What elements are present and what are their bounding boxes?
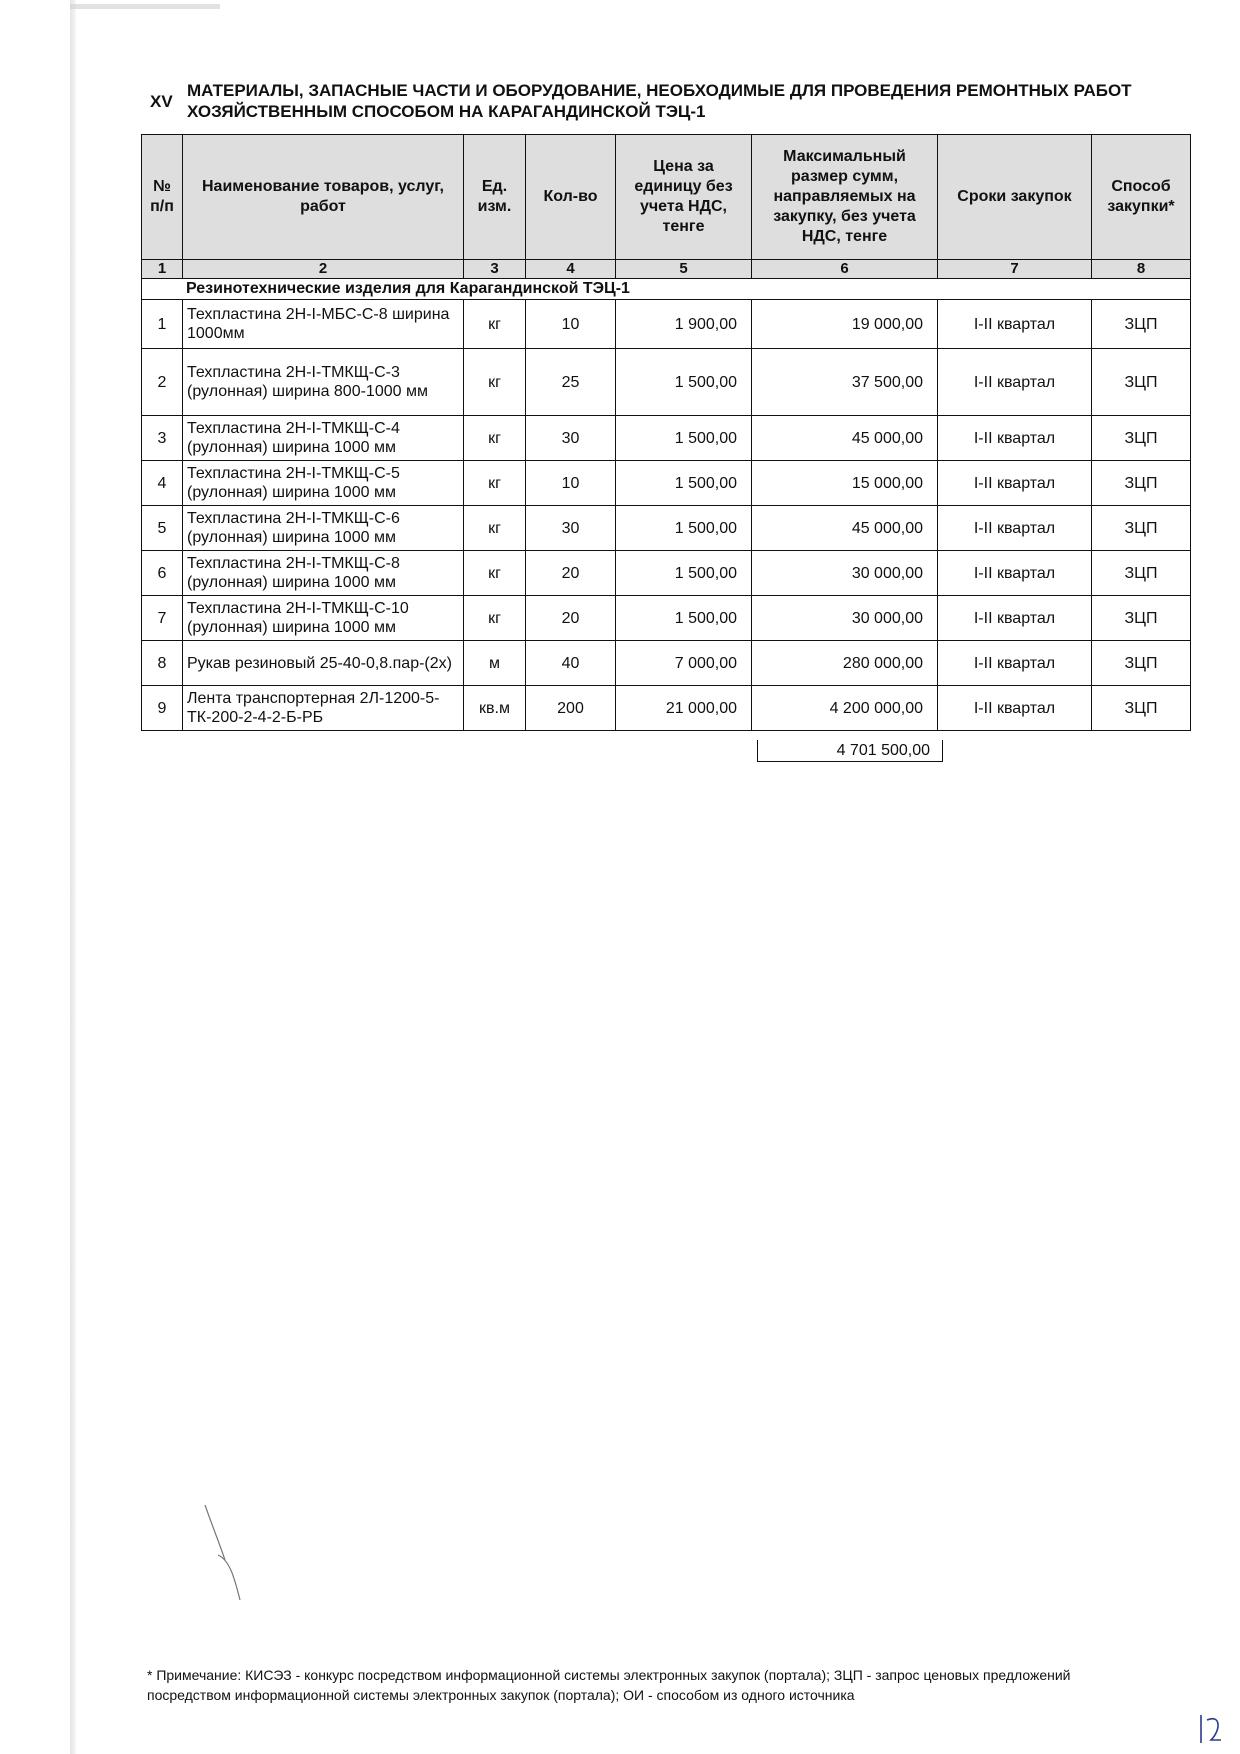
row-num: 8: [142, 641, 183, 686]
scan-edge-shadow: [70, 0, 76, 1754]
section-title: Резинотехнические изделия для Карагандинской ТЭЦ-1: [142, 279, 1191, 300]
row-num: 9: [142, 686, 183, 731]
column-number: 3: [464, 260, 526, 279]
row-unit: м: [464, 641, 526, 686]
row-term: I-II квартал: [938, 686, 1092, 731]
row-qty: 10: [526, 300, 616, 349]
row-method: ЗЦП: [1092, 551, 1191, 596]
row-method: ЗЦП: [1092, 686, 1191, 731]
total-sum: 4 701 500,00: [757, 740, 943, 762]
table-row: [142, 506, 1191, 551]
row-qty: 25: [526, 349, 616, 416]
row-unit: кг: [464, 416, 526, 461]
row-price: 1 900,00: [616, 300, 752, 349]
footnote: * Примечание: КИСЭЗ - конкурс посредством информационной системы электронных закупок (портала); ЗЦП - запрос ценовых предложений посредством информационной системы электронных закупок (портала); ОИ - способом из одного источника: [147, 1667, 1071, 1703]
row-name: Техпластина 2Н-I-ТМКЩ-С-10 (рулонная) ширина 1000 мм: [183, 596, 464, 641]
row-price: 1 500,00: [616, 416, 752, 461]
row-unit: кг: [464, 461, 526, 506]
row-method: ЗЦП: [1092, 596, 1191, 641]
row-term: I-II квартал: [938, 551, 1092, 596]
row-qty: 40: [526, 641, 616, 686]
handwritten-page-number: [1195, 1710, 1225, 1750]
row-sum: 15 000,00: [752, 461, 938, 506]
table-row: [142, 686, 1191, 731]
row-sum: 4 200 000,00: [752, 686, 938, 731]
row-sum: 19 000,00: [752, 300, 938, 349]
row-unit: кг: [464, 349, 526, 416]
row-price: 1 500,00: [616, 596, 752, 641]
row-qty: 200: [526, 686, 616, 731]
row-num: 4: [142, 461, 183, 506]
row-num: 6: [142, 551, 183, 596]
row-price: 7 000,00: [616, 641, 752, 686]
row-sum: 30 000,00: [752, 596, 938, 641]
table-row: [142, 551, 1191, 596]
table-row: [142, 461, 1191, 506]
header-qty: Кол-во: [526, 135, 616, 260]
column-number: 8: [1092, 260, 1191, 279]
row-term: I-II квартал: [938, 641, 1092, 686]
row-qty: 10: [526, 461, 616, 506]
row-price: 1 500,00: [616, 506, 752, 551]
table-row: [142, 596, 1191, 641]
row-num: 2: [142, 349, 183, 416]
row-sum: 280 000,00: [752, 641, 938, 686]
table-row: [142, 300, 1191, 349]
row-name: Лента транспортерная 2Л-1200-5-ТК-200-2-4-2-Б-РБ: [183, 686, 464, 731]
column-number: 2: [183, 260, 464, 279]
column-number: 5: [616, 260, 752, 279]
page-title: [187, 80, 1187, 122]
row-term: I-II квартал: [938, 461, 1092, 506]
row-unit: кв.м: [464, 686, 526, 731]
row-num: 5: [142, 506, 183, 551]
row-method: ЗЦП: [1092, 641, 1191, 686]
row-method: ЗЦП: [1092, 506, 1191, 551]
header-max-sum: Максимальный размер сумм, направляемых на закупку, без учета НДС, тенге: [752, 135, 938, 260]
row-name: Техпластина 2Н-I-ТМКЩ-С-6 (рулонная) ширина 1000 мм: [183, 506, 464, 551]
row-unit: кг: [464, 551, 526, 596]
header-method: Способ закупки*: [1092, 135, 1191, 260]
row-price: 1 500,00: [616, 551, 752, 596]
row-term: I-II квартал: [938, 596, 1092, 641]
row-num: 7: [142, 596, 183, 641]
column-number: 4: [526, 260, 616, 279]
row-price: 1 500,00: [616, 461, 752, 506]
row-term: I-II квартал: [938, 416, 1092, 461]
row-method: ЗЦП: [1092, 300, 1191, 349]
row-qty: 30: [526, 506, 616, 551]
scan-top-mark: [70, 4, 220, 9]
row-term: I-II квартал: [938, 349, 1092, 416]
row-num: 3: [142, 416, 183, 461]
row-sum: 30 000,00: [752, 551, 938, 596]
row-name: Техпластина 2Н-I-ТМКЩ-С-4 (рулонная) ширина 1000 мм: [183, 416, 464, 461]
header-row: [142, 135, 1191, 260]
row-sum: 45 000,00: [752, 416, 938, 461]
row-name: Техпластина 2Н-I-МБС-С-8 ширина 1000мм: [183, 300, 464, 349]
pencil-mark: [200, 1500, 260, 1610]
row-sum: 37 500,00: [752, 349, 938, 416]
row-qty: 20: [526, 596, 616, 641]
table-row: [142, 416, 1191, 461]
header-term: Сроки закупок: [938, 135, 1092, 260]
row-unit: кг: [464, 596, 526, 641]
title-line-1: МАТЕРИАЛЫ, ЗАПАСНЫЕ ЧАСТИ И ОБОРУДОВАНИЕ, НЕОБХОДИМЫЕ ДЛЯ ПРОВЕДЕНИЯ РЕМОНТНЫХ РАБОТ: [187, 81, 1132, 100]
row-method: ЗЦП: [1092, 461, 1191, 506]
header-unit: Ед. изм.: [464, 135, 526, 260]
row-name: Техпластина 2Н-I-ТМКЩ-С-3 (рулонная) ширина 800-1000 мм: [183, 349, 464, 416]
row-term: I-II квартал: [938, 300, 1092, 349]
title-line-2: ХОЗЯЙСТВЕННЫМ СПОСОБОМ НА КАРАГАНДИНСКОЙ ТЭЦ-1: [187, 102, 706, 121]
row-sum: 45 000,00: [752, 506, 938, 551]
row-method: ЗЦП: [1092, 416, 1191, 461]
row-unit: кг: [464, 506, 526, 551]
column-numbers-row: [142, 260, 1191, 279]
section-number: XV: [150, 92, 173, 111]
row-name: Техпластина 2Н-I-ТМКЩ-С-8 (рулонная) ширина 1000 мм: [183, 551, 464, 596]
row-qty: 20: [526, 551, 616, 596]
table-row: [142, 641, 1191, 686]
header-num: № п/п: [142, 135, 183, 260]
row-name: Техпластина 2Н-I-ТМКЩ-С-5 (рулонная) ширина 1000 мм: [183, 461, 464, 506]
column-number: 6: [752, 260, 938, 279]
section-row: [142, 279, 1191, 300]
row-qty: 30: [526, 416, 616, 461]
row-term: I-II квартал: [938, 506, 1092, 551]
row-unit: кг: [464, 300, 526, 349]
row-price: 21 000,00: [616, 686, 752, 731]
table-row: [142, 349, 1191, 416]
row-num: 1: [142, 300, 183, 349]
row-method: ЗЦП: [1092, 349, 1191, 416]
header-price: Цена за единицу без учета НДС, тенге: [616, 135, 752, 260]
row-price: 1 500,00: [616, 349, 752, 416]
column-number: 1: [142, 260, 183, 279]
row-name: Рукав резиновый 25-40-0,8.пар-(2х): [183, 641, 464, 686]
materials-table: [141, 134, 1191, 731]
column-number: 7: [938, 260, 1092, 279]
header-name: Наименование товаров, услуг, работ: [183, 135, 464, 260]
